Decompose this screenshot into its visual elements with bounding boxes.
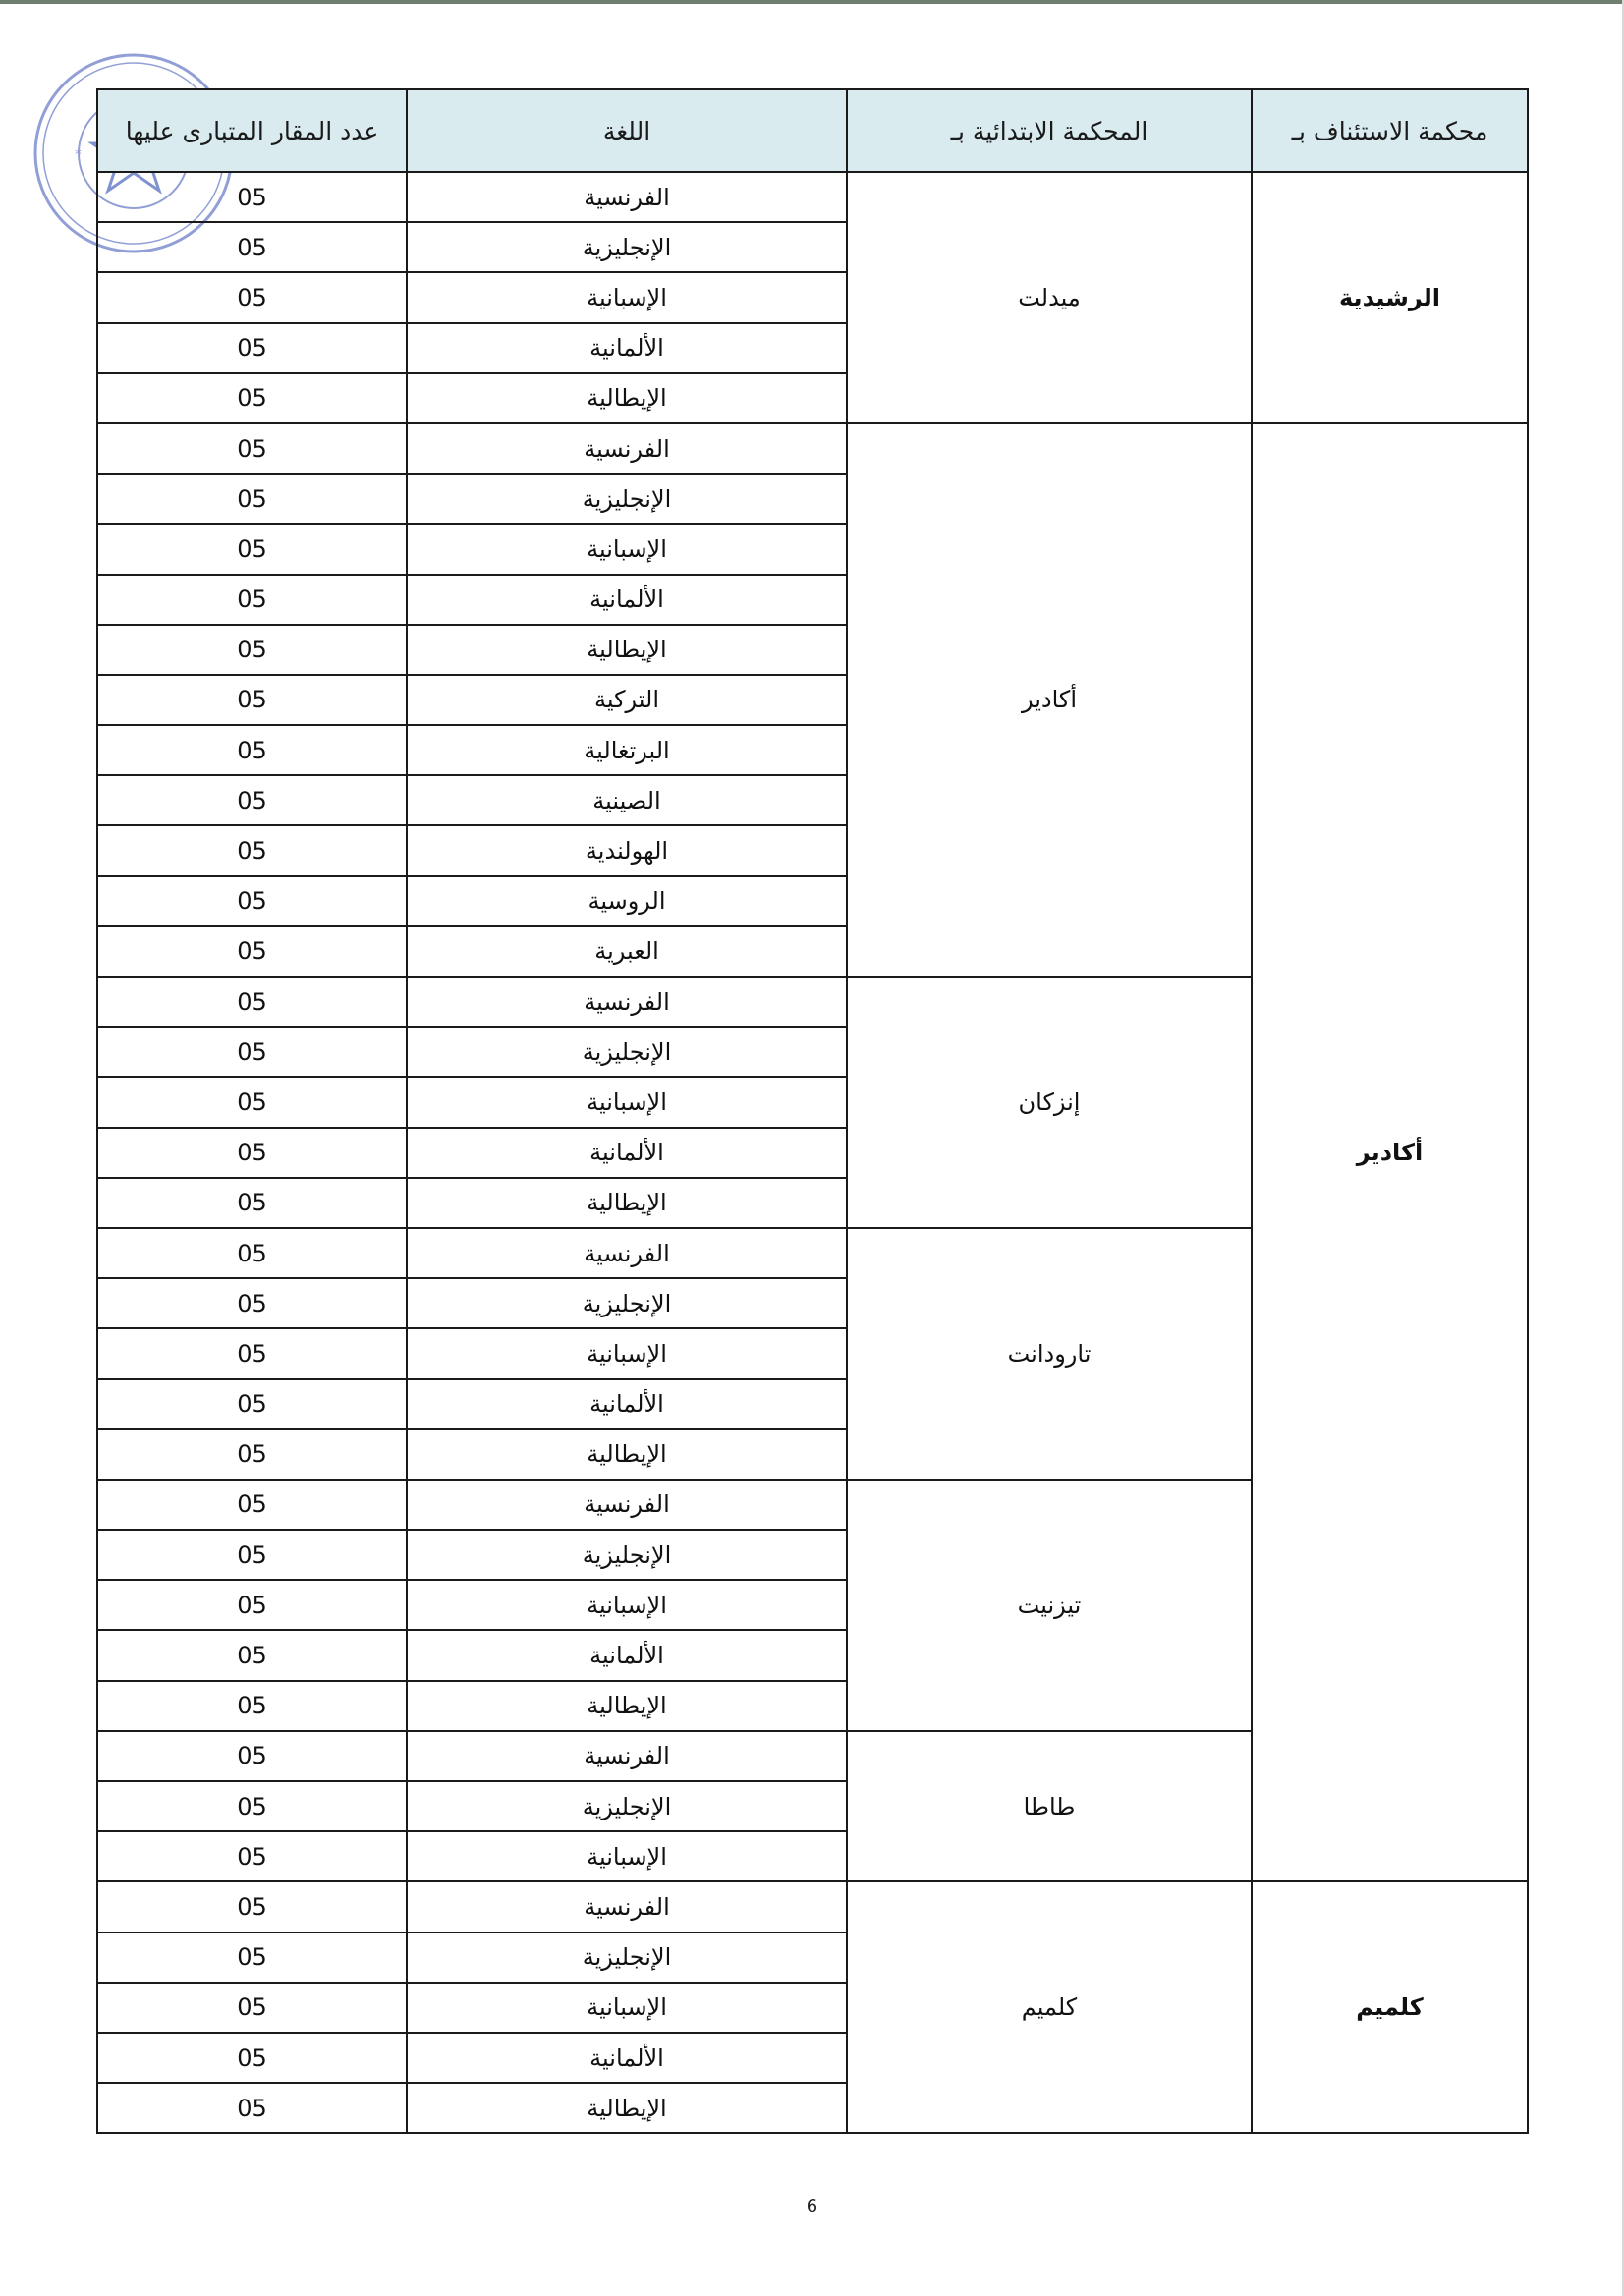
table-row [97,1881,1528,1932]
language-cell: الفرنسية [407,977,847,1027]
positions-count-cell: 05 [97,876,407,926]
positions-count-cell: 05 [97,675,407,725]
primary-court-cell: ميدلت [847,172,1252,423]
appeal-court-cell: كلميم [1252,1881,1528,2133]
primary-court-cell: طاطا [847,1731,1252,1882]
appeal-court-cell: الرشيدية [1252,172,1528,423]
table-header-row [97,89,1528,172]
language-cell: الفرنسية [407,1480,847,1530]
primary-court-cell: كلميم [847,1881,1252,2133]
language-cell: الفرنسية [407,172,847,222]
positions-count-cell: 05 [97,1328,407,1378]
positions-count-cell: 05 [97,1932,407,1983]
language-cell: الألمانية [407,575,847,625]
language-cell: الألمانية [407,2033,847,2083]
positions-count-cell: 05 [97,825,407,875]
language-cell: الإنجليزية [407,1027,847,1077]
language-cell: الإيطالية [407,1429,847,1480]
positions-count-cell: 05 [97,1731,407,1781]
language-cell: الروسية [407,876,847,926]
positions-count-cell: 05 [97,1228,407,1278]
language-cell: الإنجليزية [407,1932,847,1983]
positions-count-cell: 05 [97,2083,407,2133]
language-cell: الألمانية [407,323,847,373]
positions-count-cell: 05 [97,1027,407,1077]
positions-count-cell: 05 [97,926,407,977]
svg-text:*: * [75,147,82,163]
language-cell: الهولندية [407,825,847,875]
language-cell: الإسبانية [407,1328,847,1378]
language-cell: البرتغالية [407,725,847,775]
positions-count-cell: 05 [97,1681,407,1731]
table-row [97,423,1528,474]
language-cell: الإسبانية [407,1831,847,1881]
language-cell: الإيطالية [407,373,847,423]
positions-count-cell: 05 [97,1983,407,2033]
primary-court-cell: إنزكان [847,977,1252,1228]
page-number: 6 [806,2196,818,2216]
appeal-court-cell: أكادير [1252,423,1528,1881]
positions-count-cell: 05 [97,1178,407,1228]
table-body [97,172,1528,2133]
language-cell: التركية [407,675,847,725]
positions-count-cell: 05 [97,1128,407,1178]
language-cell: الفرنسية [407,1731,847,1781]
positions-count-cell: 05 [97,1077,407,1127]
positions-count-cell: 05 [97,1530,407,1580]
positions-count-cell: 05 [97,272,407,322]
positions-count-cell: 05 [97,222,407,272]
positions-count-cell: 05 [97,1278,407,1328]
positions-count-cell: 05 [97,625,407,675]
positions-count-cell: 05 [97,977,407,1027]
language-cell: الإنجليزية [407,1278,847,1328]
language-cell: الفرنسية [407,423,847,474]
primary-court-cell: أكادير [847,423,1252,977]
header-appeal-court: محكمة الاستئناف بـ [1252,89,1528,172]
positions-count-cell: 05 [97,725,407,775]
language-cell: الألمانية [407,1630,847,1680]
positions-count-cell: 05 [97,1781,407,1831]
language-cell: الإسبانية [407,1983,847,2033]
language-cell: الإسبانية [407,524,847,574]
positions-count-cell: 05 [97,775,407,825]
page-top-edge [0,0,1624,4]
language-cell: الإنجليزية [407,1781,847,1831]
positions-count-cell: 05 [97,373,407,423]
language-cell: الألمانية [407,1128,847,1178]
header-language: اللغة [407,89,847,172]
primary-court-cell: تارودانت [847,1228,1252,1480]
language-cell: الإيطالية [407,1681,847,1731]
language-cell: الإسبانية [407,272,847,322]
positions-count-cell: 05 [97,2033,407,2083]
positions-count-cell: 05 [97,1429,407,1480]
header-primary-court: المحكمة الابتدائية بـ [847,89,1252,172]
language-cell: الإيطالية [407,2083,847,2133]
language-cell: العبرية [407,926,847,977]
table-row [97,172,1528,222]
language-cell: الصينية [407,775,847,825]
language-cell: الإنجليزية [407,474,847,524]
language-cell: الإيطالية [407,625,847,675]
header-positions-count: عدد المقار المتبارى عليها [97,89,407,172]
language-cell: الفرنسية [407,1228,847,1278]
language-cell: الإنجليزية [407,222,847,272]
positions-count-cell: 05 [97,575,407,625]
language-cell: الإسبانية [407,1580,847,1630]
positions-count-cell: 05 [97,423,407,474]
positions-count-cell: 05 [97,1630,407,1680]
language-cell: الفرنسية [407,1881,847,1932]
positions-count-cell: 05 [97,1580,407,1630]
language-cell: الإسبانية [407,1077,847,1127]
positions-count-cell: 05 [97,474,407,524]
primary-court-cell: تيزنيت [847,1480,1252,1731]
positions-count-cell: 05 [97,1881,407,1932]
language-cell: الألمانية [407,1379,847,1429]
positions-count-cell: 05 [97,1379,407,1429]
positions-count-cell: 05 [97,323,407,373]
courts-languages-table [96,88,1529,2134]
positions-count-cell: 05 [97,172,407,222]
positions-count-cell: 05 [97,1480,407,1530]
positions-count-cell: 05 [97,524,407,574]
language-cell: الإنجليزية [407,1530,847,1580]
positions-count-cell: 05 [97,1831,407,1881]
language-cell: الإيطالية [407,1178,847,1228]
